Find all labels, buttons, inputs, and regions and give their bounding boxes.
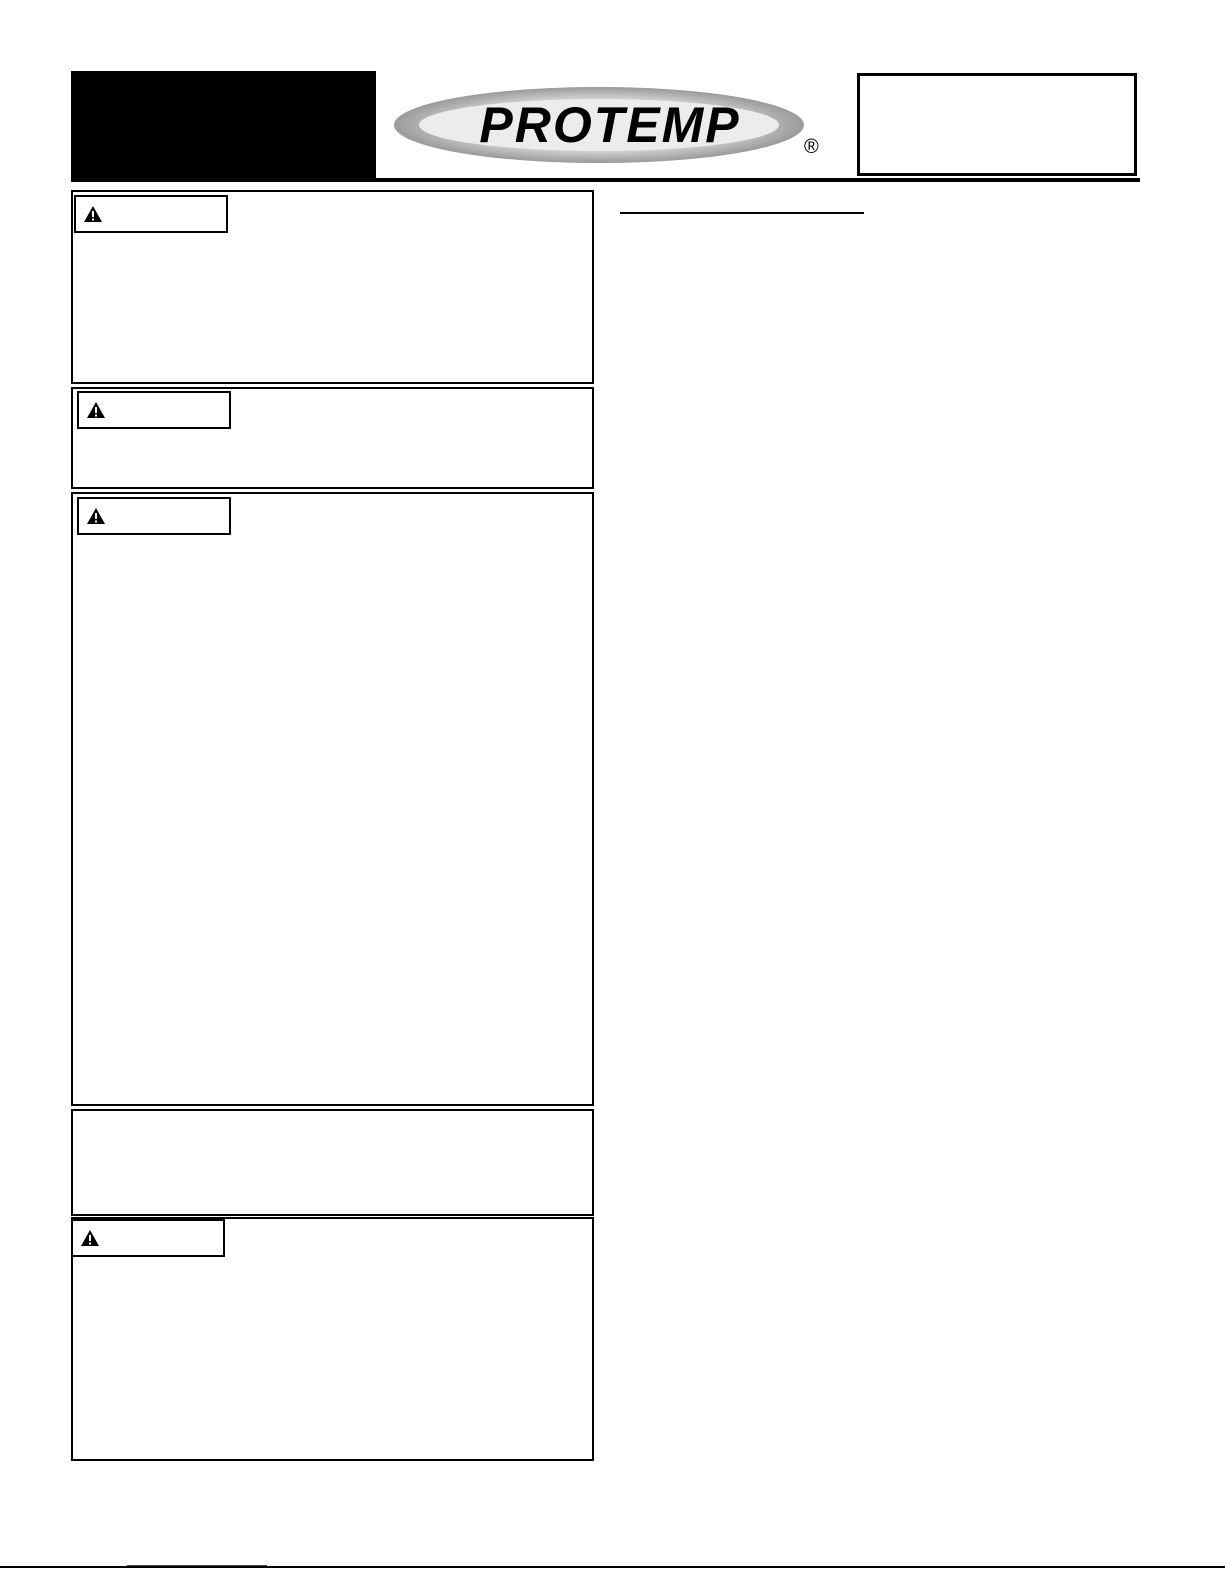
warning-label-1 <box>74 195 228 233</box>
warning-triangle-icon <box>86 507 106 525</box>
warning-triangle-icon <box>86 401 106 419</box>
logo-wordmark <box>387 73 833 176</box>
footer-link[interactable] <box>127 1555 267 1566</box>
header-black-block <box>71 71 376 178</box>
warning-label-3 <box>77 497 231 535</box>
registered-mark: ® <box>804 136 819 158</box>
warning-label-2 <box>77 391 231 429</box>
section-heading-underline <box>620 212 864 214</box>
footer-rule <box>0 1566 1225 1568</box>
header-info-box <box>857 73 1137 176</box>
warning-panel-5 <box>71 1217 594 1461</box>
protemp-logo <box>387 73 833 176</box>
notice-panel-4 <box>71 1109 594 1216</box>
warning-panel-1 <box>71 190 594 384</box>
warning-panel-2 <box>71 387 594 489</box>
header-rule <box>71 178 1140 182</box>
warning-panel-3 <box>71 492 594 1106</box>
warning-label-5 <box>71 1219 225 1257</box>
logo-wordmark-text: PROTEMP <box>479 96 741 153</box>
warning-triangle-icon <box>83 205 103 223</box>
warning-triangle-icon <box>80 1229 100 1247</box>
